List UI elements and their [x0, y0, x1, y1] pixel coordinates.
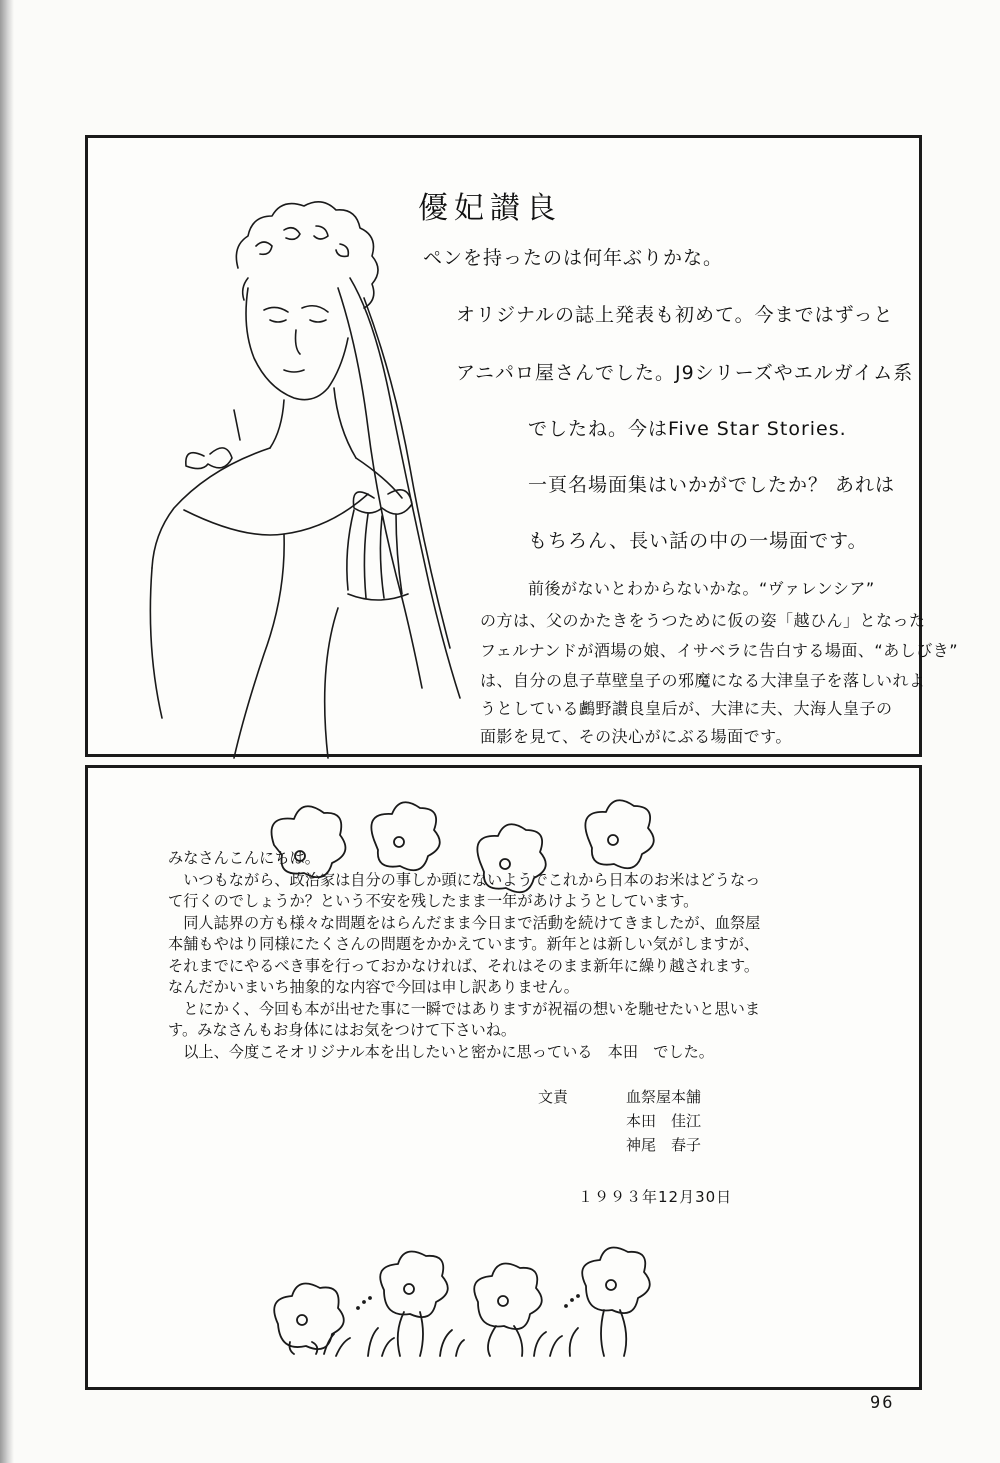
credit-name: 血祭屋本舗 [626, 1088, 702, 1106]
illustration-panel [85, 135, 958, 757]
handwritten-line: ペンを持ったのは何年ぶりかな。 [423, 247, 724, 269]
credit-name: 本田 佳江 [626, 1112, 702, 1130]
handwritten-line: 一頁名場面集はいかがでしたか？ あれは [528, 474, 896, 496]
binding-shadow [0, 0, 14, 1463]
message-line: 同人誌界の方も様々な問題をはらんだまま今日まで活動を続けてきましたが、血祭屋 [168, 913, 761, 932]
title: 優妃讃良 [418, 191, 562, 226]
handwritten-line: フェルナンドが酒場の娘、イサベラに告白する場面、“あしびき” [480, 641, 958, 660]
message-line: なんだかいまいち抽象的な内容で今回は申し訳ありません。 [168, 978, 579, 996]
handwritten-line: うとしている鸕野讃良皇后が、大津に夫、大海人皇子の [480, 699, 893, 718]
handwritten-line: の方は、父のかたきをうつために仮の姿「越ひん」となった [480, 611, 926, 630]
princess-illustration [88, 138, 925, 760]
message-line: す。みなさんもお身体にはお気をつけて下さいね。 [168, 1021, 517, 1039]
handwritten-line: アニパロ屋さんでした。J9シリーズやエルガイム系 [456, 362, 914, 384]
handwritten-line: でしたね。今はFive Star Stories. [528, 418, 847, 440]
credit-name: 神尾 春子 [626, 1136, 702, 1154]
credits-label: 文責 [538, 1088, 569, 1106]
flower-doodle [88, 768, 925, 1393]
handwritten-line: 面影を見て、その決心がにぶる場面です。 [480, 727, 792, 746]
handwritten-line: もちろん、長い話の中の一場面です。 [528, 530, 868, 552]
message-line: いつもながら、政治家は自分の事しか頭にないようでこれから日本のお米はどうなっ [168, 870, 761, 889]
handwritten-line: オリジナルの誌上発表も初めて。今まではずっと [456, 304, 894, 326]
message-line: それまでにやるべき事を行っておかなければ、それはそのまま新年に繰り越されます。 [168, 956, 760, 975]
handwritten-line: 前後がないとわからないかな。“ヴァレンシア” [528, 579, 875, 598]
page-number: 96 [870, 1393, 895, 1413]
afterword-panel [85, 765, 922, 1390]
message-line: みなさんこんにちは。 [168, 849, 320, 867]
message-line: 本舗もやはり同様にたくさんの問題をかかえています。新年とは新しい気がしますが、 [168, 935, 760, 953]
date: １９９３年12月30日 [578, 1188, 733, 1206]
message-line: とにかく、今回も本が出せた事に一瞬ではありますが祝福の想いを馳せたいと思いま [168, 999, 761, 1018]
message-line: て行くのでしょうか？という不安を残したまま一年があけようとしています。 [168, 892, 699, 910]
message-line: 以上、今度こそオリジナル本を出したいと密かに思っている 本田 でした。 [168, 1042, 714, 1061]
handwritten-line: は、自分の息子草壁皇子の邪魔になる大津皇子を落しいれよ [480, 671, 926, 690]
